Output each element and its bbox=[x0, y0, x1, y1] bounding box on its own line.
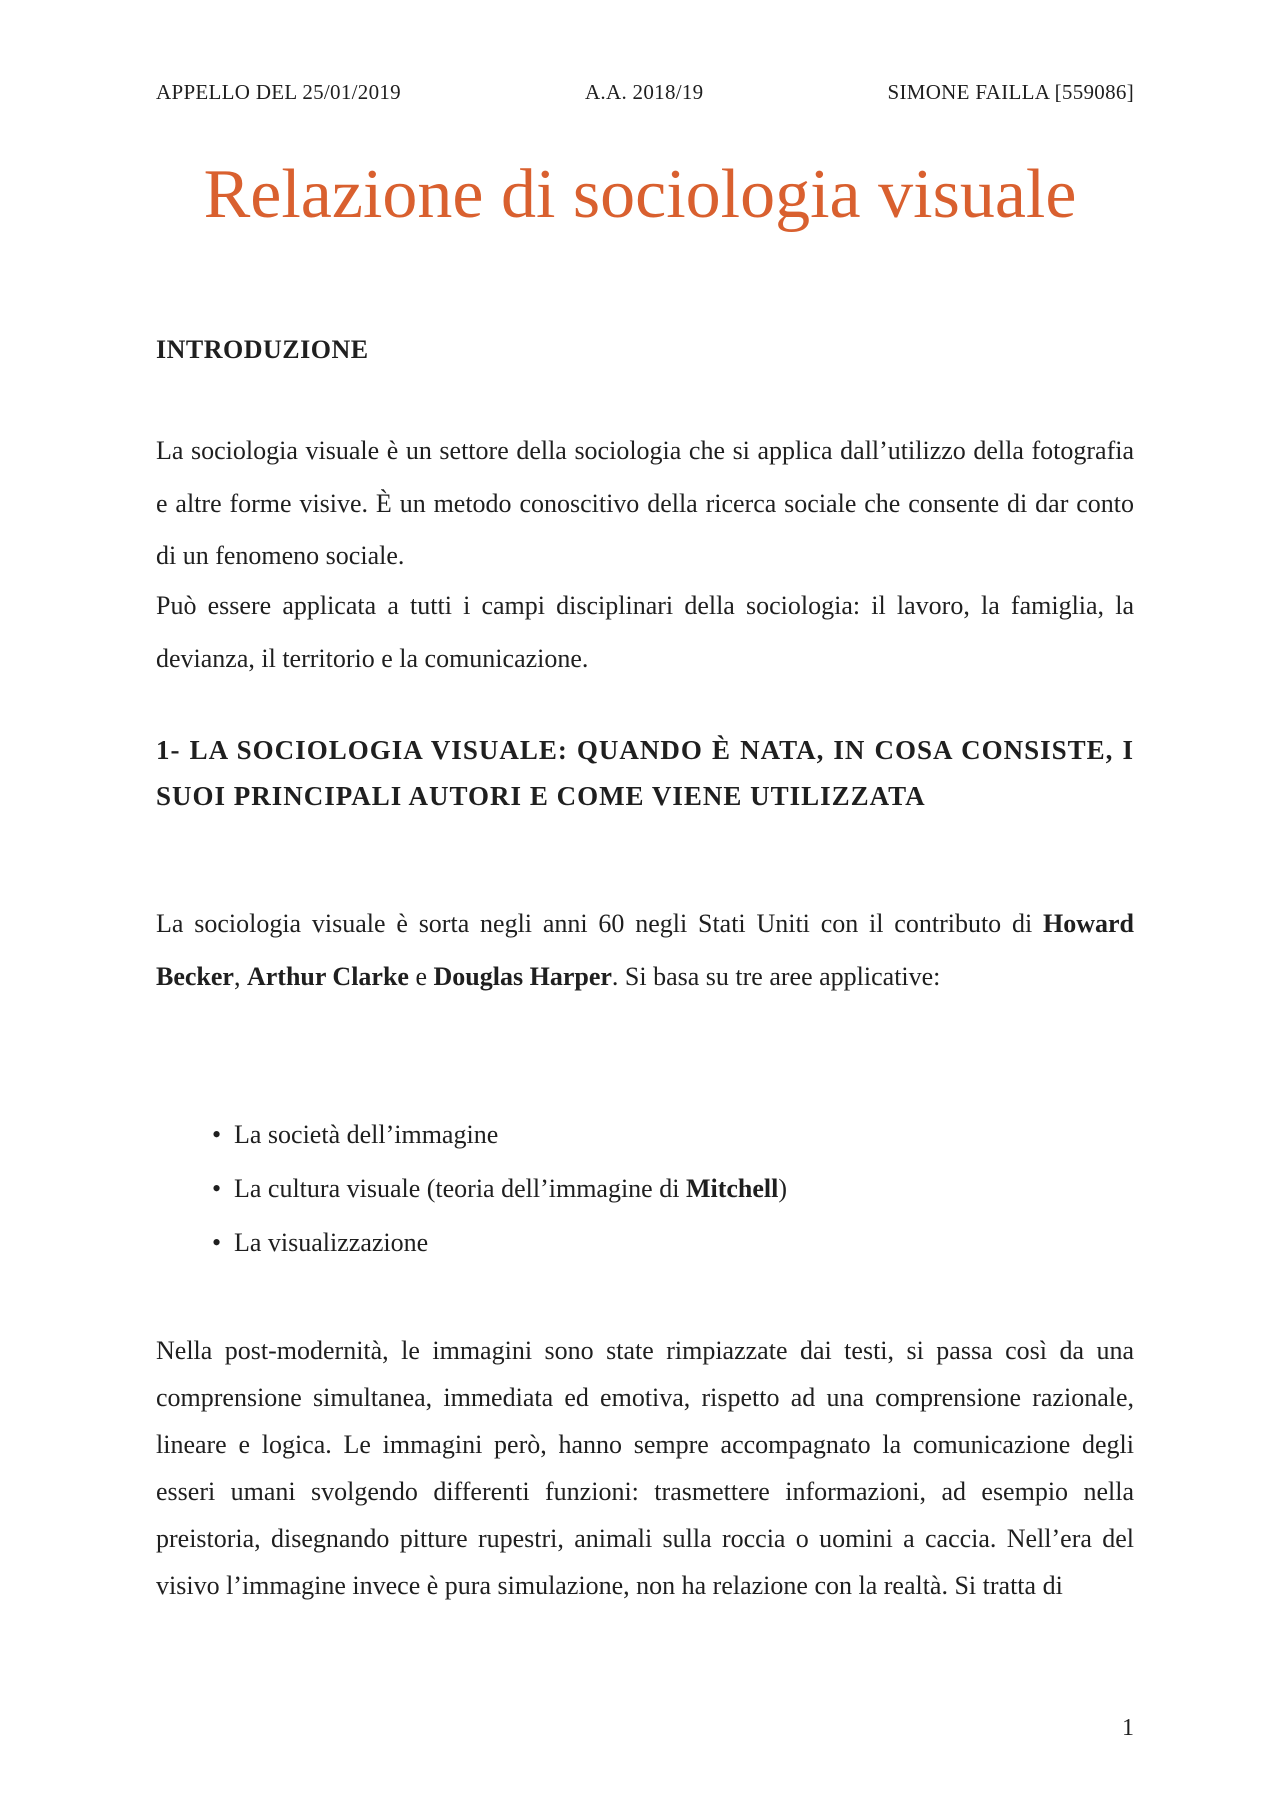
list-item-text: La visualizzazione bbox=[234, 1228, 429, 1257]
intro-paragraph-1: La sociologia visuale è un settore della sociologia che si applica dall’utilizzo della fotografia e altre forme visive. È un metodo conoscitivo della ricerca sociale che consente di dar conto di un fenomeno sociale. bbox=[156, 436, 1134, 570]
list-item bbox=[212, 1162, 787, 1216]
bullet-icon: • bbox=[212, 1228, 222, 1257]
text-run: . Si basa su tre aree applicative: bbox=[611, 961, 941, 991]
intro-heading: INTRODUZIONE bbox=[156, 335, 369, 364]
header-academic-year: A.A. 2018/19 bbox=[584, 80, 704, 104]
section-1-heading: 1- LA SOCIOLOGIA VISUALE: QUANDO È NATA, IN COSA CONSISTE, I SUOI PRINCIPALI AUTORI E COME VIENE UTILIZZATA bbox=[156, 735, 1134, 811]
intro-paragraph-2: Può essere applicata a tutti i campi disciplinari della sociologia: il lavoro, la famiglia, la devianza, il territorio e la comunicazione. bbox=[156, 591, 1134, 673]
applicative-areas-list bbox=[212, 1108, 787, 1270]
text-run: , bbox=[233, 961, 247, 991]
list-item-text: La cultura visuale (teoria dell’immagine di bbox=[234, 1174, 686, 1203]
section-1-paragraph-1 bbox=[156, 898, 1134, 1003]
text-run: La sociologia visuale è sorta negli anni 60 negli Stati Uniti con il contributo di bbox=[156, 909, 1043, 938]
author-harper: Douglas Harper bbox=[433, 961, 612, 991]
bullet-icon: • bbox=[212, 1174, 222, 1203]
header-exam-date: APPELLO DEL 25/01/2019 bbox=[156, 80, 401, 104]
list-item-text: La società dell’immagine bbox=[234, 1120, 499, 1149]
page-header bbox=[156, 80, 1134, 105]
document-title: Relazione di sociologia visuale bbox=[203, 156, 1077, 233]
list-item-text: ) bbox=[778, 1174, 788, 1203]
list-item bbox=[212, 1108, 787, 1162]
text-run: e bbox=[408, 961, 434, 991]
author-mitchell: Mitchell bbox=[685, 1174, 779, 1203]
section-1-paragraph-2: Nella post-modernità, le immagini sono state rimpiazzate dai testi, si passa così da una comprensione simultanea, immediata ed emotiva, rispetto ad una comprensione razionale, lineare e logica. Le immagini però, hanno sempre accompagnato la comunicazione degli esseri umani svolgendo differenti funzioni: trasmettere informazioni, ad esempio nella preistoria, disegnando pitture rupestri, animali sulla roccia o uomini a caccia. Nell’era del visivo l’immagine invece è pura simulazione, non ha relazione con la realtà. Si tratta di bbox=[156, 1336, 1134, 1600]
header-student: SIMONE FAILLA [559086] bbox=[887, 80, 1134, 104]
list-item bbox=[212, 1216, 787, 1270]
bullet-icon: • bbox=[212, 1120, 222, 1149]
author-becker: Howard Becker bbox=[156, 909, 1134, 991]
author-clarke: Arthur Clarke bbox=[246, 961, 409, 991]
page-number: 1 bbox=[1122, 1715, 1134, 1741]
